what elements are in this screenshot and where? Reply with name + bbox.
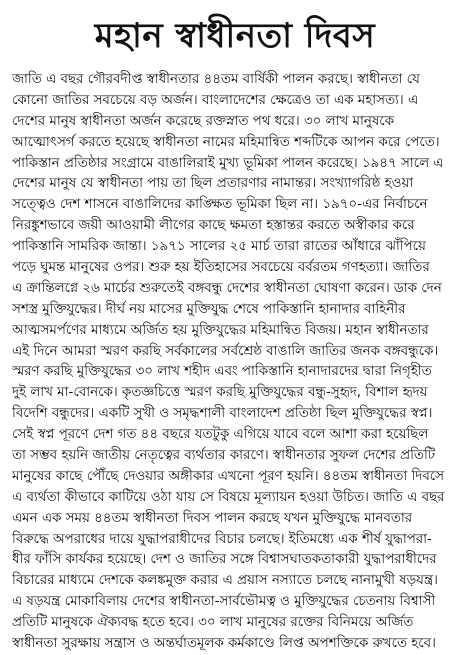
article-line: পাকিস্তান প্রতিষ্ঠার সংগ্রামে বাঙালিরাই মুখ্য ভূমিকা পালন করেছে। ১৯৪৭ সালে এ: [12, 155, 444, 171]
article-body: [12, 70, 458, 652]
article-line: জাতি এ বছর গৌরবদীপ্ত স্বাধীনতার ৪৪তম বার্ষিকী পালন করছে। স্বাধীনতা যে: [12, 72, 420, 87]
article-line: বিদেশি বন্ধুদের। একটি সুখী ও সমৃদ্ধশালী বাংলাদেশ প্রতিষ্ঠা ছিল মুক্তিযুদ্ধের স্বপ্ন।: [12, 406, 433, 422]
article-line: বিরুদ্ধে অপরাধের দায়ে যুদ্ধাপরাধীদের বিচার চলছে। ইতিমধ্যে এক শীর্ষ যুদ্ধাপরা-: [12, 531, 432, 547]
article-line: মানুষের কাছে পৌঁছে দেওয়ার অঙ্গীকার এখনো পূরণ হয়নি। ৪৪তম স্বাধীনতা দিবসে: [12, 468, 445, 484]
article-line: পাকিস্তানি সামরিক জান্তা। ১৯৭১ সালের ২৫ মার্চ তারা রাতের আঁধারে ঝাঁপিয়ে: [12, 239, 426, 255]
article-line: এ ব্যর্থতা কীভাবে কাটিয়ে ওঠা যায় সে বিষয়ে মূল্যায়ন হওয়া উচিত। জাতি এ বছর: [12, 489, 445, 505]
article-line: দুই লাখ মা-বোনকে। কৃতজ্ঞচিত্তে স্মরণ করছি মুক্তিযুদ্ধের বন্ধু-সুহৃদ, বিশাল হৃদয়: [12, 385, 428, 401]
article-line: আত্মোৎসর্গ করতে হয়েছে স্বাধীনতা নামের মহিমান্বিত শব্দটিকে আপন করে পেতে।: [12, 134, 440, 150]
article-line: স্মরণ করছি মুক্তিযুদ্ধের ৩০ লাখ শহীদ এবং পাকিস্তানি হানাদারদের দ্বারা নিগৃহীত: [12, 364, 432, 380]
article-line: সশস্ত্র মুক্তিযুদ্ধের। দীর্ঘ নয় মাসের মুক্তিযুদ্ধ শেষে পাকিস্তানি হানাদার বাহিনীর: [12, 301, 406, 317]
article-line: সেই স্বপ্ন পূরণে দেশ গত ৪৪ বছরে যতটুকু এগিয়ে যাবে বলে আশা করা হয়েছিল: [12, 427, 429, 443]
article-line: আত্মসমর্পণের মাধ্যমে অর্জিত হয় মুক্তিযুদ্ধের মহিমান্বিত বিজয়। মহান স্বাধীনতার: [12, 322, 429, 338]
article-line: এমন এক সময় ৪৪তম স্বাধীনতা দিবস পালন করছে যখন মুক্তিযুদ্ধে মানবতার: [12, 510, 413, 526]
article-line: কোনো জাতির সবচেয়ে বড় অর্জন। বাংলাদেশের ক্ষেত্রেও তা এক মহাসত্য। এ: [12, 92, 419, 108]
article-line: প্রতিটি মানুষকে ঐক্যবদ্ধ হতে হবে। ৩০ লাখ মানুষের রক্তের বিনিময়ে অর্জিত: [12, 615, 414, 631]
article-line: স্বাধীনতা সুরক্ষায় সন্ত্রাস ও অন্তর্ঘাতমূলক কর্মকাণ্ডে লিপ্ত অপশক্তিকে রুখতে হবে।: [12, 636, 436, 652]
article-line: সত্ত্বেও দেশ শাসনে বাঙালিদের কাঙ্ক্ষিত ভূমিকা ছিল না। ১৯৭০-এর নির্বাচনে: [12, 197, 428, 213]
article-line: নিরঙ্কুশভাবে জয়ী আওয়ামী লীগের কাছে ক্ষমতা হস্তান্তর করতে অস্বীকার করে: [12, 218, 415, 234]
article-line: তা সম্ভব হয়নি জাতীয় নেতৃত্বের ব্যর্থতার কারণে। স্বাধীনতার সুফল দেশের প্রতিটি: [12, 448, 436, 464]
article-line: পড়ে ঘুমন্ত মানুষের ওপর। শুরু হয় ইতিহাসের সবচেয়ে বর্বরতম গণহত্যা। জাতির: [12, 260, 430, 276]
article-line: এই দিনে আমরা স্মরণ করছি সর্বকালের সর্বশ্রেষ্ঠ বাঙালি জাতির জনক বঙ্গবন্ধুকে।: [12, 343, 439, 359]
article-title: মহান স্বাধীনতা দিবস: [94, 16, 376, 56]
article-line: দেশের মানুষ স্বাধীনতা অর্জন করেছে রক্তস্নাত পথ ধরে। ৩০ লাখ মানুষকে: [12, 113, 394, 129]
article-line: এ ষড়যন্ত্র মোকাবিলায় দেশের স্বাধীনতা-সার্বভৌমত্ব ও মুক্তিযুদ্ধের চেতনায় বিশ্বাসী: [12, 594, 436, 610]
article-line: এ ক্রান্তিলগ্নে ২৬ মার্চের শুরুতেই বঙ্গবন্ধু দেশের স্বাধীনতা ঘোষণা করেন। ডাক দেন: [12, 280, 442, 296]
article-line: দেশের মানুষ যে স্বাধীনতা পায় তা ছিল প্রতারণার নামান্তর। সংখ্যাগরিষ্ঠ হওয়া: [12, 176, 414, 192]
article-line: ধীর ফাঁসি কার্যকর হয়েছে। দেশ ও জাতির সঙ্গে বিশ্বাসঘাতকতাকারী যুদ্ধাপরাধীদের: [12, 552, 437, 568]
article-line: বিচারের মাধ্যমে দেশকে কলঙ্কমুক্ত করার এ প্রয়াস নস্যাতে চলছে নানামুখী ষড়যন্ত্র।: [12, 573, 438, 589]
